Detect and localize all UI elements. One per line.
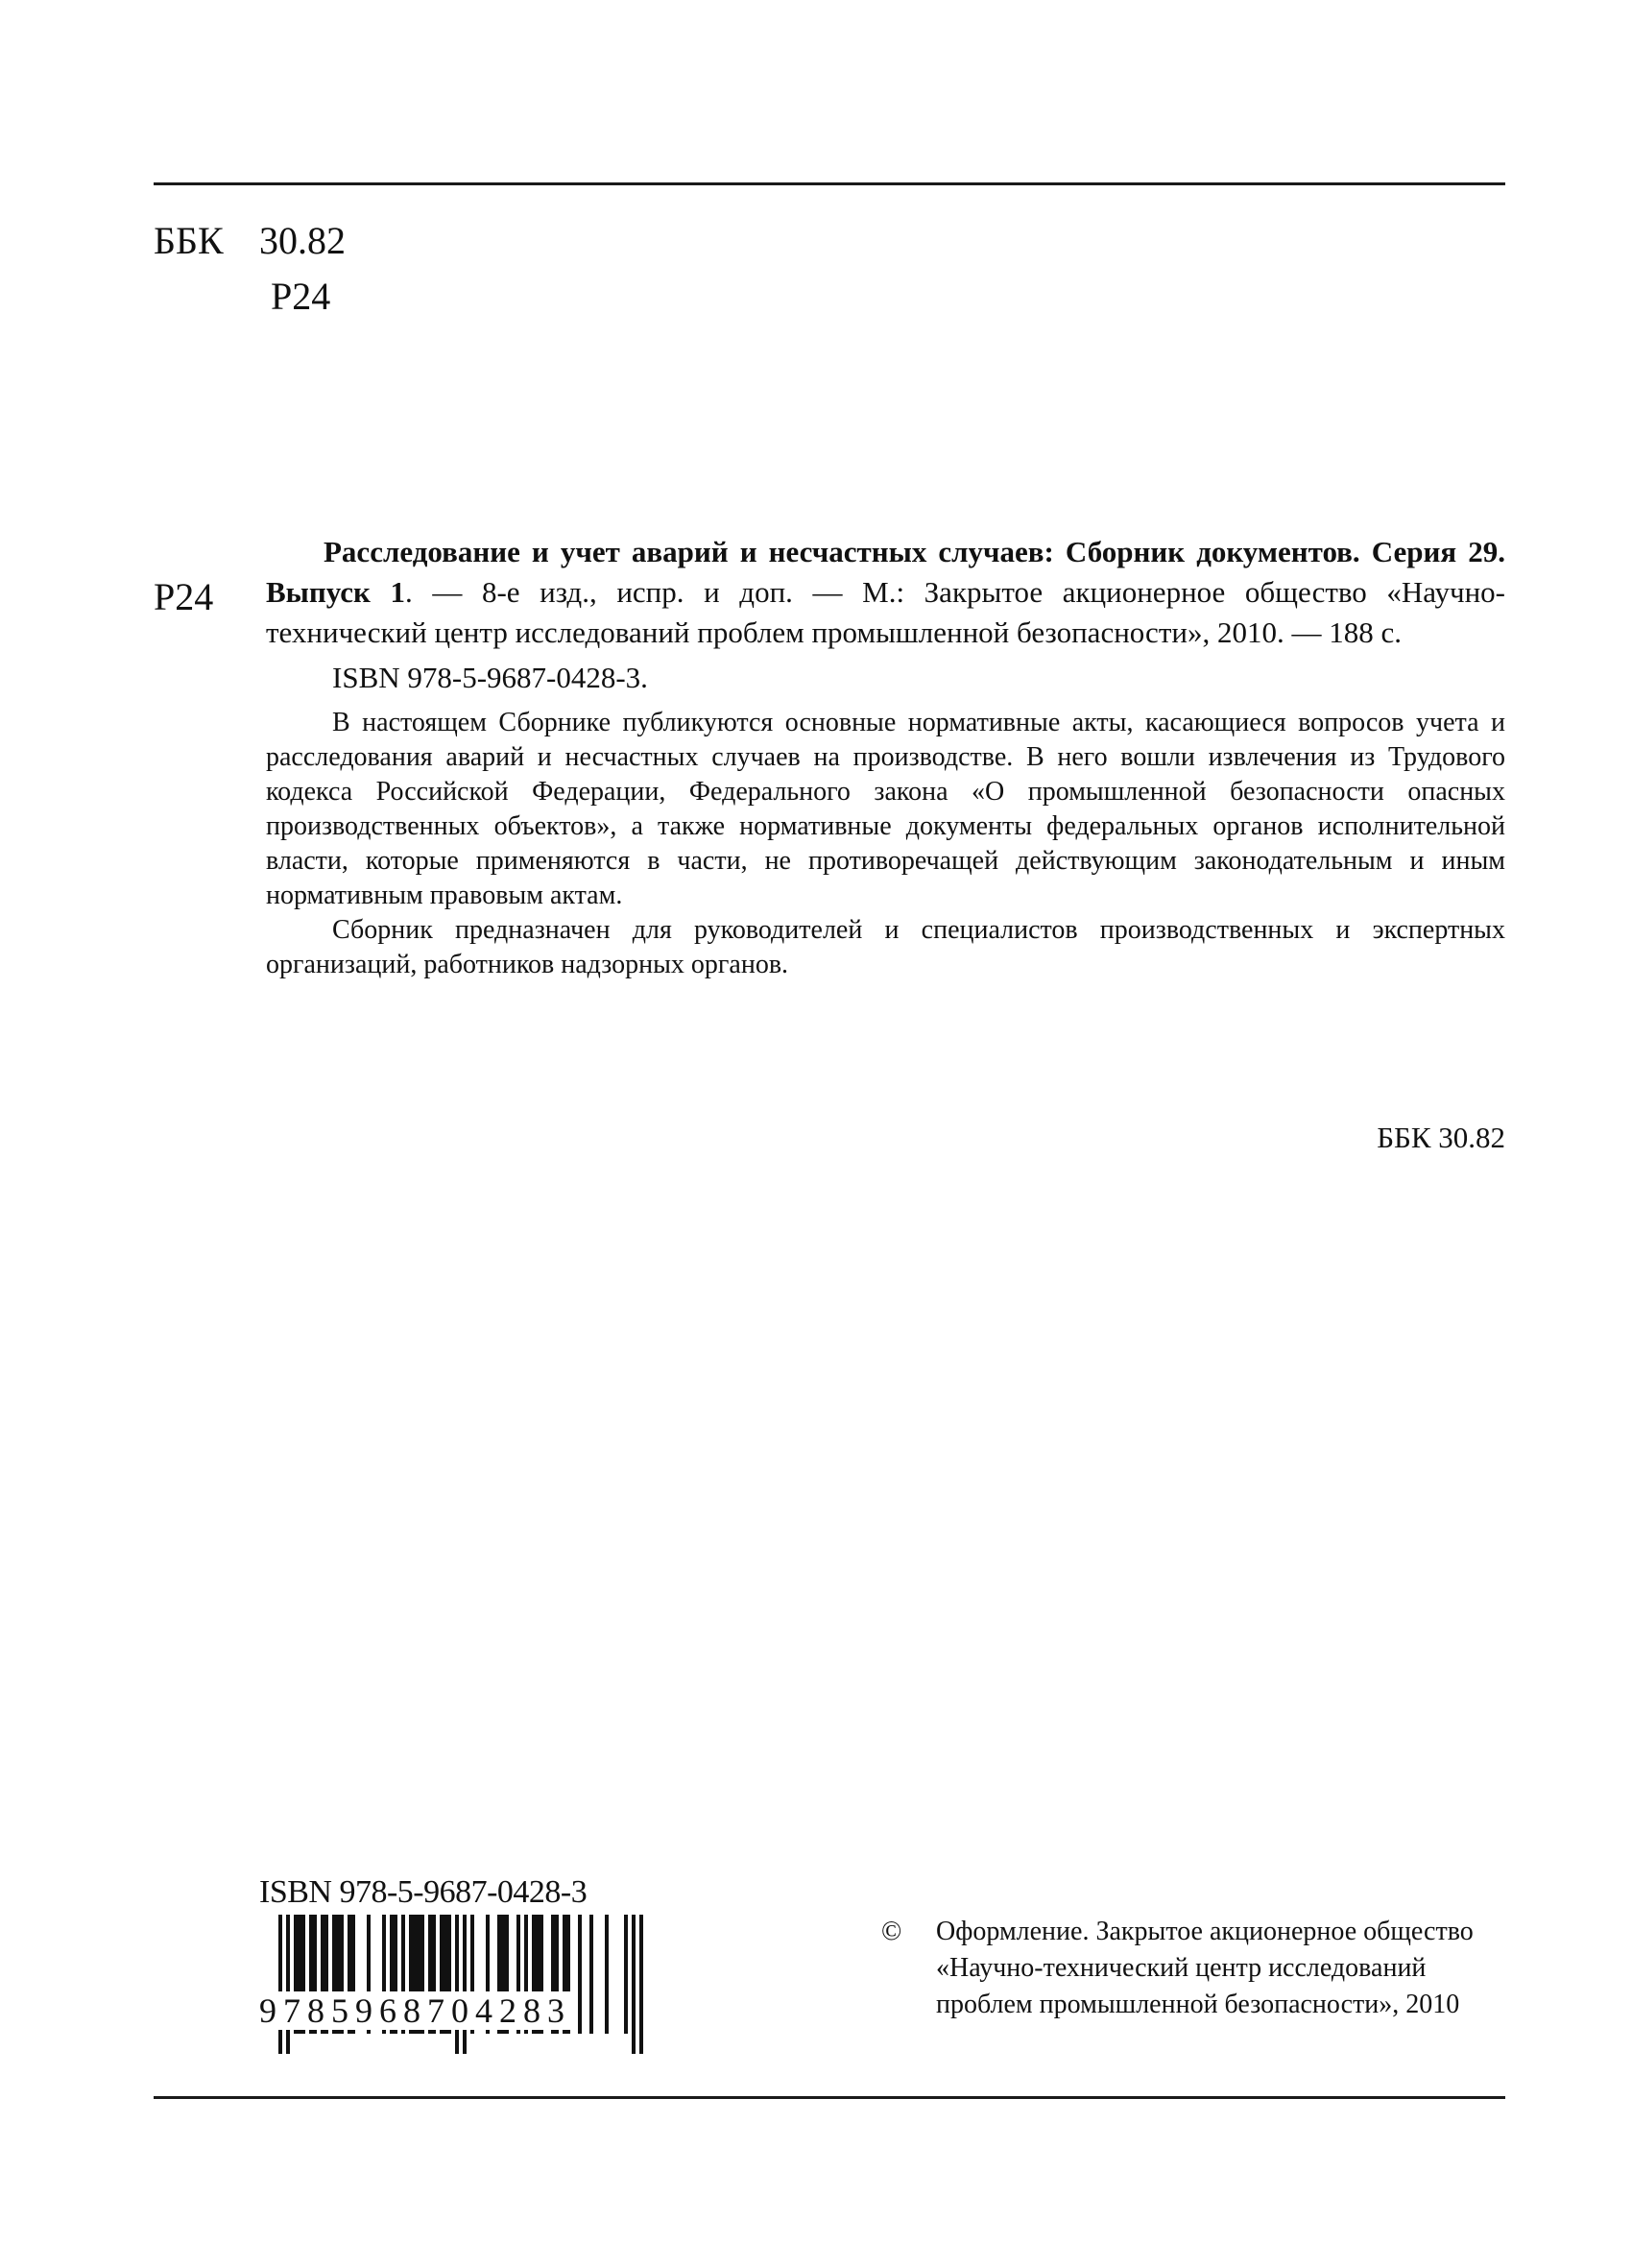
barcode-isbn: ISBN 978-5-9687-0428-3	[259, 1874, 588, 1910]
barcode-bar	[578, 1915, 582, 2034]
barcode-bar	[605, 1915, 609, 2034]
copyright-symbol: ©	[881, 1917, 902, 1946]
bbk-label: ББК	[154, 219, 224, 262]
annotation: В настоящем Сборнике публикуются основные нормативные акты, касающиеся вопросов учета и расследования аварий и несчастных случаев на производстве. В него вошли извлечения из Трудового кодекса Российской Федерации, Федерального закона «О промышленной безопасности опасных производственных объектов», а также нормативные документы федеральных органов исполнительной власти, которые применяются в части, не противоречащей действующим законодательным и иным нормативным правовым актам.	[266, 708, 1505, 910]
edition-info: . — 8-е изд., испр. и доп. — М.: Закрытое акционерное общество «Научно-технический центр исследований проблем промышленной безопасности», 2010. — 188 с.	[266, 575, 1505, 649]
barcode-bar	[589, 1915, 593, 2034]
barcode-digits: 9785968704283	[259, 1991, 575, 2030]
barcode-bar	[463, 1915, 467, 2054]
barcode-bar	[286, 1915, 290, 2054]
barcode-bar	[632, 1915, 636, 2054]
author-sign: Р24	[271, 275, 331, 318]
main-text-block	[266, 532, 1505, 982]
bbk-index-block	[154, 213, 346, 325]
barcode-bar	[455, 1915, 459, 2054]
copyright-notice	[881, 1914, 1515, 2023]
barcode-bar	[624, 1915, 628, 2034]
purpose-note: Сборник предназначен для руководителей и специалистов производственных и экспертных организаций, работников надзорных органов.	[266, 915, 1505, 979]
barcode-block	[259, 1872, 662, 2059]
top-rule	[154, 182, 1505, 185]
book-title: Расследование и учет аварий и несчастных случаев: Сборник документов. Серия 29. Выпуск 1	[266, 535, 1505, 609]
copyright-text: Оформление. Закрытое акционерное общество «Научно-технический центр исследований проблем промышленной безопасности», 2010	[936, 1917, 1474, 2019]
isbn-line: ISBN 978-5-9687-0428-3.	[332, 661, 648, 694]
bottom-rule	[154, 2096, 1505, 2099]
barcode-bar	[639, 1915, 643, 2054]
barcode-bar	[278, 1915, 282, 2054]
bbk-bottom: ББК 30.82	[1377, 1121, 1505, 1154]
bibliographic-description	[266, 532, 1505, 653]
bbk-code: 30.82	[259, 219, 346, 262]
barcode-image	[259, 1915, 662, 2059]
author-mark: Р24	[154, 575, 214, 618]
